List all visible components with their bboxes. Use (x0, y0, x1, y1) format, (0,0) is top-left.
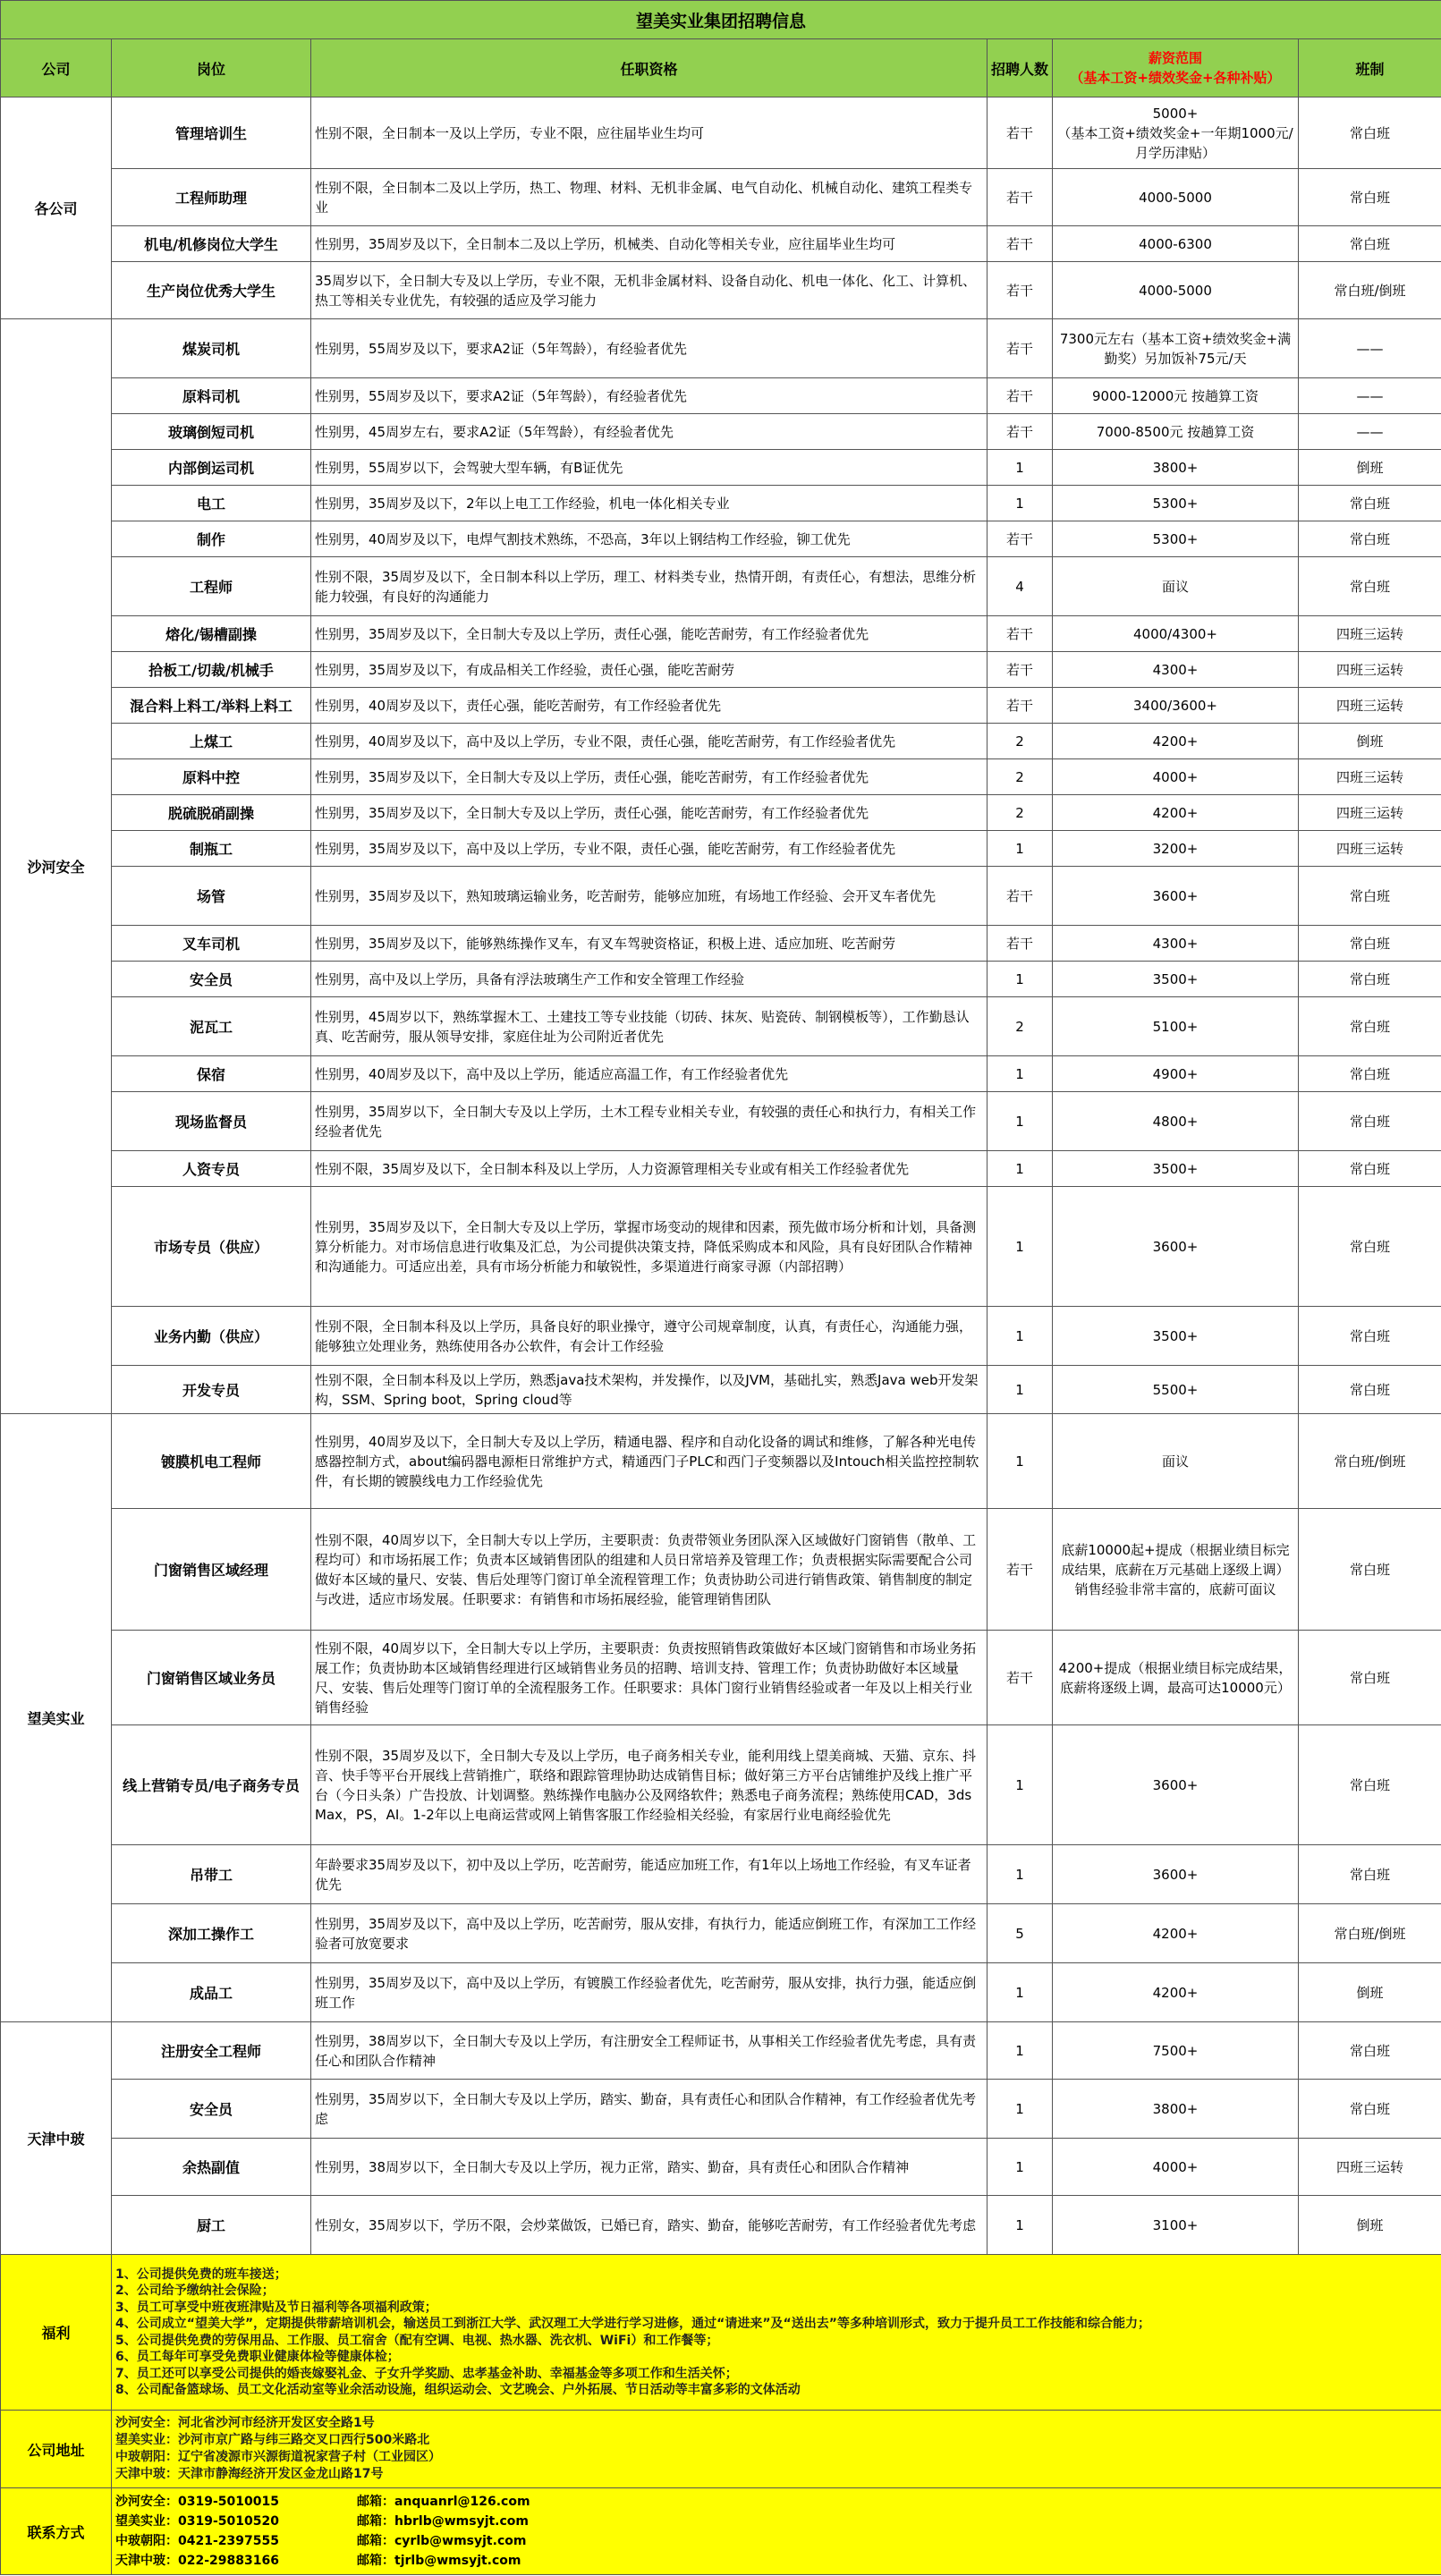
header-requirements: 任职资格 (311, 39, 988, 97)
salary-cell: 3200+ (1053, 831, 1299, 867)
shift-cell: 常白班 (1299, 1509, 1441, 1631)
shift-cell: 倒班 (1299, 1963, 1441, 2022)
count-cell: 2 (988, 795, 1053, 831)
requirements-cell: 性别男，38周岁以下，全日制大专及以上学历，有注册安全工程师证书，从事相关工作经验者优先考虑，具有责任心和团队合作精神 (311, 2022, 988, 2080)
position-cell: 安全员 (112, 962, 311, 997)
requirements-cell: 性别男，35周岁及以下，高中及以上学历，吃苦耐劳，服从安排，有执行力，能适应倒班工作，有深加工工作经验者可放宽要求 (311, 1904, 988, 1963)
shift-cell: 四班三运转 (1299, 759, 1441, 795)
salary-cell: 4000+ (1053, 759, 1299, 795)
welfare-list (115, 2267, 1437, 2399)
table-row (1, 1187, 1441, 1307)
shift-cell: 常白班/倒班 (1299, 262, 1441, 319)
requirements-cell: 性别不限，全日制本一及以上学历，专业不限，应往届毕业生均可 (311, 97, 988, 169)
salary-cell: 4000-5000 (1053, 262, 1299, 319)
shift-cell: 常白班 (1299, 2022, 1441, 2080)
address-item: 沙河安全：河北省沙河市经济开发区安全路1号 (115, 2416, 375, 2430)
salary-cell: 4200+ (1053, 795, 1299, 831)
requirements-cell: 性别男，35周岁及以下，有成品相关工作经验，责任心强，能吃苦耐劳 (311, 652, 988, 688)
contact-label: 联系方式 (1, 2488, 112, 2575)
count-cell: 若干 (988, 616, 1053, 652)
header-count: 招聘人数 (988, 39, 1053, 97)
salary-cell: 3800+ (1053, 450, 1299, 486)
requirements-cell: 性别男，35周岁以下，全日制大专及以上学历，土木工程专业相关专业，有较强的责任心和执行力，有相关工作经验者优先 (311, 1092, 988, 1151)
position-cell: 熔化/锡槽副操 (112, 616, 311, 652)
table-row (1, 962, 1441, 997)
table-row (1, 1845, 1441, 1904)
count-cell: 1 (988, 1366, 1053, 1414)
position-cell: 业务内勤（供应） (112, 1307, 311, 1366)
table-row (1, 759, 1441, 795)
table-row (1, 486, 1441, 521)
salary-cell: 3800+ (1053, 2080, 1299, 2139)
salary-cell: 4300+ (1053, 926, 1299, 962)
count-cell: 若干 (988, 521, 1053, 557)
salary-cell: 4200+ (1053, 1963, 1299, 2022)
count-cell: 2 (988, 724, 1053, 759)
shift-cell: 常白班 (1299, 486, 1441, 521)
count-cell: 1 (988, 831, 1053, 867)
shift-cell: 常白班 (1299, 1092, 1441, 1151)
welfare-item: 7、员工还可以享受公司提供的婚丧嫁娶礼金、子女升学奖励、忠孝基金补助、幸福基金等多项工作和生活关怀； (115, 2366, 738, 2381)
shift-cell: 常白班 (1299, 169, 1441, 226)
requirements-cell: 年龄要求35周岁及以下，初中及以上学历，吃苦耐劳，能适应加班工作，有1年以上场地工作经验，有叉车证者优先 (311, 1845, 988, 1904)
table-row (1, 1904, 1441, 1963)
table-row (1, 97, 1441, 169)
shift-cell: 四班三运转 (1299, 2139, 1441, 2196)
company-cell: 天津中玻 (1, 2022, 112, 2255)
table-row (1, 1509, 1441, 1631)
count-cell: 1 (988, 1725, 1053, 1845)
position-cell: 市场专员（供应） (112, 1187, 311, 1307)
salary-cell: 4200+ (1053, 1904, 1299, 1963)
requirements-cell: 性别不限，35周岁及以下，全日制大专及以上学历，电子商务相关专业，能利用线上望美商城、天猫、京东、抖音、快手等平台开展线上营销推广，联络和跟踪管理协助达成销售目标；做好第三方平台店铺维护及线上推广平台（今日头条）广告投放、计划调整。熟练操作电脑办公及网络软件；熟悉电子商务流程；熟练使用CAD，3ds Max，PS，AI。1-2年以上电商运营或网上销售客服工作经验相关经验，有家居行业电商经验优先 (311, 1725, 988, 1845)
count-cell: 若干 (988, 688, 1053, 724)
shift-cell: 常白班 (1299, 962, 1441, 997)
count-cell: 1 (988, 450, 1053, 486)
welfare-item: 5、公司提供免费的劳保用品、工作服、员工宿舍（配有空调、电视、热水器、洗衣机、WiFi）和工作餐等； (115, 2333, 719, 2348)
position-cell: 安全员 (112, 2080, 311, 2139)
header-salary-line2: （基本工资+绩效奖金+各种补贴） (1070, 70, 1281, 86)
position-cell: 门窗销售区域业务员 (112, 1631, 311, 1725)
requirements-cell: 性别不限，全日制本科及以上学历，熟悉java技术架构，并发操作，以及JVM，基础扎实，熟悉Java web开发架构，SSM、Spring boot，Spring cloud等 (311, 1366, 988, 1414)
requirements-cell: 性别男，35周岁及以下，熟知玻璃运输业务，吃苦耐劳，能够应加班，有场地工作经验、会开叉车者优先 (311, 867, 988, 926)
position-cell: 管理培训生 (112, 97, 311, 169)
requirements-cell: 性别女，35周岁以下，学历不限，会炒菜做饭，已婚已育，踏实、勤奋，能够吃苦耐劳，有工作经验者优先考虑 (311, 2196, 988, 2255)
position-cell: 电工 (112, 486, 311, 521)
position-cell: 原料司机 (112, 378, 311, 414)
contact-email[interactable]: 邮箱：hbrlb@wmsyjt.com (357, 2514, 530, 2529)
count-cell: 若干 (988, 378, 1053, 414)
requirements-cell: 性别男，35周岁及以下，全日制本二及以上学历，机械类、自动化等相关专业，应往届毕业生均可 (311, 226, 988, 262)
header-shift: 班制 (1299, 39, 1441, 97)
position-cell: 制瓶工 (112, 831, 311, 867)
shift-cell: 四班三运转 (1299, 616, 1441, 652)
position-cell: 深加工操作工 (112, 1904, 311, 1963)
shift-cell: —— (1299, 378, 1441, 414)
salary-cell: 7500+ (1053, 2022, 1299, 2080)
salary-cell: 4200+ (1053, 724, 1299, 759)
position-cell: 注册安全工程师 (112, 2022, 311, 2080)
table-row (1, 450, 1441, 486)
table-row (1, 795, 1441, 831)
position-cell: 原料中控 (112, 759, 311, 795)
shift-cell: 倒班 (1299, 724, 1441, 759)
count-cell: 1 (988, 2196, 1053, 2255)
shift-cell: 常白班 (1299, 2080, 1441, 2139)
address-list (115, 2415, 1437, 2483)
count-cell: 1 (988, 1845, 1053, 1904)
table-row (1, 2080, 1441, 2139)
position-cell: 开发专员 (112, 1366, 311, 1414)
count-cell: 若干 (988, 97, 1053, 169)
salary-cell: 7000-8500元 按趟算工资 (1053, 414, 1299, 450)
salary-cell: 4900+ (1053, 1056, 1299, 1092)
contact-phone: 望美实业：0319-5010520 (115, 2514, 279, 2529)
contact-phone: 中玻朝阳：0421-2397555 (115, 2534, 279, 2548)
shift-cell: 常白班 (1299, 97, 1441, 169)
table-row (1, 226, 1441, 262)
count-cell: 2 (988, 759, 1053, 795)
salary-cell: 3600+ (1053, 1845, 1299, 1904)
shift-cell: 常白班 (1299, 521, 1441, 557)
position-cell: 门窗销售区域经理 (112, 1509, 311, 1631)
table-row (1, 169, 1441, 226)
shift-cell: 常白班 (1299, 997, 1441, 1056)
header-salary-line1: 薪资范围 (1148, 50, 1202, 66)
requirements-cell: 性别男，高中及以上学历，具备有浮法玻璃生产工作和安全管理工作经验 (311, 962, 988, 997)
salary-cell: 3500+ (1053, 1307, 1299, 1366)
contact-email[interactable]: 邮箱：anquanrl@126.com (357, 2495, 530, 2509)
shift-cell: 四班三运转 (1299, 688, 1441, 724)
position-cell: 玻璃倒短司机 (112, 414, 311, 450)
requirements-cell: 性别男，40周岁及以下，高中及以上学历，专业不限，责任心强，能吃苦耐劳，有工作经验者优先 (311, 724, 988, 759)
position-cell: 吊带工 (112, 1845, 311, 1904)
position-cell: 镀膜机电工程师 (112, 1414, 311, 1509)
welfare-item: 6、员工每年可享受免费职业健康体检等健康体检； (115, 2350, 400, 2364)
salary-cell: 5300+ (1053, 521, 1299, 557)
position-cell: 工程师 (112, 557, 311, 616)
requirements-cell: 性别男，45周岁以下，熟练掌握木工、土建技工等专业技能（切砖、抹灰、贴瓷砖、制钢模板等），工作勤恳认真、吃苦耐劳，服从领导安排，家庭住址为公司附近者优先 (311, 997, 988, 1056)
salary-cell: 5500+ (1053, 1366, 1299, 1414)
contact-list (115, 2492, 1437, 2571)
table-row (1, 616, 1441, 652)
requirements-cell: 性别男，38周岁以下，全日制大专及以上学历，视力正常，踏实、勤奋，具有责任心和团队合作精神 (311, 2139, 988, 2196)
address-item: 天津中玻：天津市静海经济开发区金龙山路17号 (115, 2467, 384, 2481)
contact-phone: 天津中玻：022-29883166 (115, 2554, 279, 2568)
requirements-cell: 性别男，35周岁以下，全日制大专及以上学历，踏实、勤奋，具有责任心和团队合作精神，有工作经验者优先考虑 (311, 2080, 988, 2139)
job-rows (1, 97, 1441, 2255)
salary-cell: 4300+ (1053, 652, 1299, 688)
requirements-cell: 性别男，35周岁及以下，全日制大专及以上学历，责任心强，能吃苦耐劳，有工作经验者优先 (311, 759, 988, 795)
position-cell: 脱硫脱硝副操 (112, 795, 311, 831)
table-row (1, 688, 1441, 724)
shift-cell: 常白班 (1299, 867, 1441, 926)
welfare-item: 2、公司给予缴纳社会保险； (115, 2284, 275, 2298)
position-cell: 泥瓦工 (112, 997, 311, 1056)
table-row (1, 1056, 1441, 1092)
requirements-cell: 性别男，35周岁及以下，能够熟练操作叉车，有叉车驾驶资格证，积极上进、适应加班、吃苦耐劳 (311, 926, 988, 962)
address-item: 中玻朝阳：辽宁省凌源市兴源街道祝家营子村（工业园区） (115, 2450, 441, 2464)
requirements-cell: 性别男，40周岁及以下，高中及以上学历，能适应高温工作，有工作经验者优先 (311, 1056, 988, 1092)
count-cell: 若干 (988, 226, 1053, 262)
position-cell: 叉车司机 (112, 926, 311, 962)
count-cell: 1 (988, 1151, 1053, 1187)
requirements-cell: 性别不限，35周岁及以下，全日制本科及以上学历，人力资源管理相关专业或有相关工作经验者优先 (311, 1151, 988, 1187)
salary-cell: 4000/4300+ (1053, 616, 1299, 652)
salary-cell: 3600+ (1053, 867, 1299, 926)
footer-section (1, 2255, 1441, 2575)
salary-cell: 4800+ (1053, 1092, 1299, 1151)
count-cell: 若干 (988, 169, 1053, 226)
table-row (1, 2139, 1441, 2196)
table-row (1, 1725, 1441, 1845)
salary-cell: 7300元左右（基本工资+绩效奖金+满勤奖）另加饭补75元/天 (1053, 319, 1299, 378)
shift-cell: —— (1299, 319, 1441, 378)
position-cell: 成品工 (112, 1963, 311, 2022)
address-content (112, 2411, 1441, 2488)
salary-cell: 5300+ (1053, 486, 1299, 521)
table-row (1, 867, 1441, 926)
requirements-cell: 性别男，40周岁及以下，电焊气割技术熟练，不恐高，3年以上钢结构工作经验，铆工优先 (311, 521, 988, 557)
address-item: 望美实业：沙河市京广路与纬三路交叉口西行500米路北 (115, 2433, 430, 2447)
shift-cell: 常白班 (1299, 226, 1441, 262)
position-cell: 内部倒运司机 (112, 450, 311, 486)
position-cell: 保宿 (112, 1056, 311, 1092)
company-cell: 望美实业 (1, 1414, 112, 2022)
count-cell: 若干 (988, 262, 1053, 319)
salary-cell: 3500+ (1053, 962, 1299, 997)
salary-cell: 3100+ (1053, 2196, 1299, 2255)
contact-email[interactable]: 邮箱：cyrlb@wmsyjt.com (357, 2534, 527, 2548)
count-cell: 5 (988, 1904, 1053, 1963)
requirements-cell: 性别不限，35周岁及以下，全日制本科以上学历，理工、材料类专业，热情开朗，有责任心，有想法，思维分析能力较强，有良好的沟通能力 (311, 557, 988, 616)
requirements-cell: 性别男，40周岁及以下，责任心强，能吃苦耐劳，有工作经验者优先 (311, 688, 988, 724)
table-row (1, 262, 1441, 319)
position-cell: 制作 (112, 521, 311, 557)
shift-cell: 倒班 (1299, 450, 1441, 486)
table-row (1, 521, 1441, 557)
count-cell: 若干 (988, 1631, 1053, 1725)
table-row (1, 2022, 1441, 2080)
count-cell: 1 (988, 962, 1053, 997)
requirements-cell: 性别不限，40周岁以下，全日制大专以上学历，主要职责：负责按照销售政策做好本区域门窗销售和市场业务拓展工作；负责协助本区域销售经理进行区域销售业务员的招聘、培训支持、管理工作；负责协助做好本区域量尺、安装、售后处理等门窗订单的全流程服务工作。任职要求：具体门窗行业销售经验或者一年及以上相关行业销售经验 (311, 1631, 988, 1725)
shift-cell: 常白班 (1299, 1366, 1441, 1414)
salary-cell: 5000+ （基本工资+绩效奖金+一年期1000元/月学历津贴） (1053, 97, 1299, 169)
position-cell: 机电/机修岗位大学生 (112, 226, 311, 262)
salary-cell: 面议 (1053, 557, 1299, 616)
company-cell: 沙河安全 (1, 319, 112, 1414)
table-row (1, 926, 1441, 962)
salary-cell: 5100+ (1053, 997, 1299, 1056)
count-cell: 若干 (988, 1509, 1053, 1631)
table-row (1, 724, 1441, 759)
requirements-cell: 性别男，45周岁左右，要求A2证（5年驾龄），有经验者优先 (311, 414, 988, 450)
table-row (1, 831, 1441, 867)
welfare-label: 福利 (1, 2255, 112, 2411)
welfare-item: 4、公司成立“望美大学”，定期提供带薪培训机会，输送员工到浙江大学、武汉理工大学进行学习进修，通过“请进来”及“送出去”等多种培训形式，致力于提升员工工作技能和综合能力； (115, 2317, 1150, 2331)
salary-cell: 4000-6300 (1053, 226, 1299, 262)
requirements-cell: 性别男，35周岁及以下，高中及以上学历，有镀膜工作经验者优先，吃苦耐劳，服从安排，执行力强，能适应倒班工作 (311, 1963, 988, 2022)
count-cell: 1 (988, 1187, 1053, 1307)
salary-cell: 面议 (1053, 1414, 1299, 1509)
shift-cell: 常白班 (1299, 926, 1441, 962)
header-position: 岗位 (112, 39, 311, 97)
table-row (1, 652, 1441, 688)
welfare-content (112, 2255, 1441, 2411)
count-cell: 1 (988, 1963, 1053, 2022)
shift-cell: 常白班 (1299, 1631, 1441, 1725)
shift-cell: 常白班 (1299, 1056, 1441, 1092)
position-cell: 煤炭司机 (112, 319, 311, 378)
header-company: 公司 (1, 39, 112, 97)
requirements-cell: 性别不限，全日制本二及以上学历，热工、物理、材料、无机非金属、电气自动化、机械自动化、建筑工程类专业 (311, 169, 988, 226)
count-cell: 2 (988, 997, 1053, 1056)
table-title: 望美实业集团招聘信息 (1, 1, 1441, 39)
shift-cell: —— (1299, 414, 1441, 450)
requirements-cell: 性别男，35周岁及以下，高中及以上学历，专业不限，责任心强，能吃苦耐劳，有工作经验者优先 (311, 831, 988, 867)
salary-cell: 9000-12000元 按趟算工资 (1053, 378, 1299, 414)
count-cell: 1 (988, 1307, 1053, 1366)
table-row (1, 1414, 1441, 1509)
salary-cell: 4200+提成（根据业绩目标完成结果，底薪将逐级上调，最高可达10000元） (1053, 1631, 1299, 1725)
position-cell: 人资专员 (112, 1151, 311, 1187)
count-cell: 1 (988, 2139, 1053, 2196)
position-cell: 厨工 (112, 2196, 311, 2255)
shift-cell: 四班三运转 (1299, 795, 1441, 831)
table-row (1, 1151, 1441, 1187)
count-cell: 1 (988, 2080, 1053, 2139)
header-salary (1053, 39, 1299, 97)
count-cell: 1 (988, 1414, 1053, 1509)
count-cell: 1 (988, 486, 1053, 521)
table-row (1, 378, 1441, 414)
salary-cell: 4000-5000 (1053, 169, 1299, 226)
requirements-cell: 性别男，35周岁及以下，全日制大专及以上学历，责任心强，能吃苦耐劳，有工作经验者优先 (311, 795, 988, 831)
requirements-cell: 35周岁以下，全日制大专及以上学历，专业不限，无机非金属材料、设备自动化、机电一体化、化工、计算机、热工等相关专业优先，有较强的适应及学习能力 (311, 262, 988, 319)
count-cell: 1 (988, 2022, 1053, 2080)
shift-cell: 常白班 (1299, 1725, 1441, 1845)
contact-content (112, 2488, 1441, 2575)
count-cell: 1 (988, 1092, 1053, 1151)
position-cell: 混合料上料工/举料上料工 (112, 688, 311, 724)
shift-cell: 常白班 (1299, 1307, 1441, 1366)
welfare-item: 3、员工可享受中班夜班津贴及节日福利等各项福利政策； (115, 2300, 437, 2315)
shift-cell: 常白班 (1299, 1187, 1441, 1307)
salary-cell: 3400/3600+ (1053, 688, 1299, 724)
table-row (1, 414, 1441, 450)
table-row (1, 1366, 1441, 1414)
position-cell: 线上营销专员/电子商务专员 (112, 1725, 311, 1845)
address-label: 公司地址 (1, 2411, 112, 2488)
requirements-cell: 性别男，35周岁及以下，全日制大专及以上学历，责任心强，能吃苦耐劳，有工作经验者优先 (311, 616, 988, 652)
shift-cell: 常白班/倒班 (1299, 1904, 1441, 1963)
position-cell: 生产岗位优秀大学生 (112, 262, 311, 319)
requirements-cell: 性别不限，全日制本科及以上学历，具备良好的职业操守，遵守公司规章制度，认真，有责任心，沟通能力强，能够独立处理业务，熟练使用各办公软件，有会计工作经验 (311, 1307, 988, 1366)
requirements-cell: 性别男，55周岁及以下，要求A2证（5年驾龄），有经验者优先 (311, 319, 988, 378)
salary-cell: 3600+ (1053, 1187, 1299, 1307)
salary-cell: 3600+ (1053, 1725, 1299, 1845)
count-cell: 1 (988, 1056, 1053, 1092)
contact-email[interactable]: 邮箱：tjrlb@wmsyjt.com (357, 2554, 521, 2568)
table-row (1, 1631, 1441, 1725)
table-row (1, 2196, 1441, 2255)
table-row (1, 319, 1441, 378)
shift-cell: 常白班 (1299, 557, 1441, 616)
shift-cell: 常白班 (1299, 1845, 1441, 1904)
welfare-item: 8、公司配备篮球场、员工文化活动室等业余活动设施，组织运动会、文艺晚会、户外拓展、节日活动等丰富多彩的文体活动 (115, 2383, 801, 2397)
requirements-cell: 性别男，35周岁及以下，2年以上电工工作经验，机电一体化相关专业 (311, 486, 988, 521)
count-cell: 若干 (988, 414, 1053, 450)
shift-cell: 倒班 (1299, 2196, 1441, 2255)
position-cell: 现场监督员 (112, 1092, 311, 1151)
position-cell: 余热副值 (112, 2139, 311, 2196)
count-cell: 若干 (988, 926, 1053, 962)
salary-cell: 4000+ (1053, 2139, 1299, 2196)
company-cell: 各公司 (1, 97, 112, 319)
requirements-cell: 性别男，40周岁及以下，全日制大专及以上学历，精通电器、程序和自动化设备的调试和维修，了解各种光电传感器控制方式，about编码器电源柜日常维护方式，精通西门子PLC和西门子变频器以及Intouch相关监控控制软件，有长期的镀膜线电力工作经验优先 (311, 1414, 988, 1509)
requirements-cell: 性别男，55周岁以下，会驾驶大型车辆，有B证优先 (311, 450, 988, 486)
requirements-cell: 性别不限，40周岁以下，全日制大专以上学历，主要职责：负责带领业务团队深入区域做好门窗销售（散单、工程均可）和市场拓展工作；负责本区域销售团队的组建和人员日常培养及管理工作；负责根据实际需要配合公司做好本区域的量尺、安装、售后处理等门窗订单全流程管理工作；负责协助公司进行销售政策、销售制度的制定与改进，适应市场发展。任职要求：有销售和市场拓展经验，能管理销售团队 (311, 1509, 988, 1631)
contact-phone: 沙河安全：0319-5010015 (115, 2495, 279, 2509)
position-cell: 工程师助理 (112, 169, 311, 226)
table-row (1, 1092, 1441, 1151)
count-cell: 若干 (988, 319, 1053, 378)
count-cell: 若干 (988, 867, 1053, 926)
count-cell: 4 (988, 557, 1053, 616)
salary-cell: 底薪10000起+提成（根据业绩目标完成结果，底薪在万元基础上逐级上调） 销售经验非常丰富的，底薪可面议 (1053, 1509, 1299, 1631)
salary-cell: 3500+ (1053, 1151, 1299, 1187)
position-cell: 场管 (112, 867, 311, 926)
welfare-item: 1、公司提供免费的班车接送； (115, 2267, 287, 2282)
count-cell: 若干 (988, 652, 1053, 688)
position-cell: 上煤工 (112, 724, 311, 759)
shift-cell: 常白班/倒班 (1299, 1414, 1441, 1509)
shift-cell: 四班三运转 (1299, 652, 1441, 688)
position-cell: 拾板工/切裁/机械手 (112, 652, 311, 688)
requirements-cell: 性别男，35周岁及以下，全日制大专及以上学历，掌握市场变动的规律和因素，预先做市场分析和计划，具备测算分析能力。对市场信息进行收集及汇总，为公司提供决策支持，降低采购成本和风险，具有良好团队合作精神和沟通能力。可适应出差，具有市场分析能力和敏锐性，多渠道进行商家寻源（内部招聘） (311, 1187, 988, 1307)
shift-cell: 四班三运转 (1299, 831, 1441, 867)
table-row (1, 1307, 1441, 1366)
table-row (1, 1963, 1441, 2022)
table-row (1, 997, 1441, 1056)
requirements-cell: 性别男，55周岁及以下，要求A2证（5年驾龄），有经验者优先 (311, 378, 988, 414)
table-row (1, 557, 1441, 616)
shift-cell: 常白班 (1299, 1151, 1441, 1187)
